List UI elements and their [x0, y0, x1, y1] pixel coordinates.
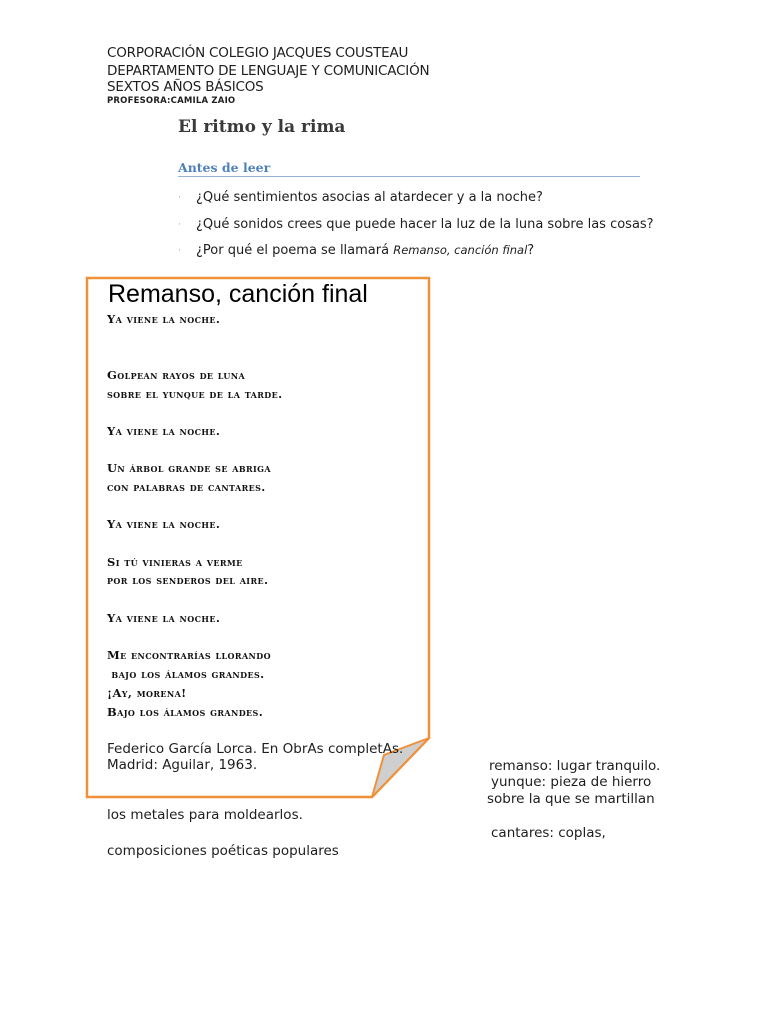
question-italic: Remanso, canción final	[393, 243, 528, 257]
glossary-line: los metales para moldearlos.	[107, 807, 303, 823]
glossary-line: remanso: lugar tranquilo.	[489, 758, 661, 774]
poem-line: Me encontrarías llorando	[107, 648, 271, 662]
question-text: ¿Por qué el poema se llamará	[196, 243, 390, 258]
bullet-icon: ·	[178, 245, 181, 256]
grade-label: SEXTOS AÑOS BÁSICOS	[107, 79, 264, 95]
poem-credit: Federico García Lorca. En ObrAs completAs.	[107, 741, 404, 757]
poem-line: Ya viene la noche.	[107, 517, 221, 531]
poem-line: por los senderos del aire.	[107, 573, 269, 587]
question-item	[178, 190, 543, 205]
question-text: ¿Qué sonidos crees que puede hacer la luz de la luna sobre las cosas?	[196, 217, 654, 232]
question-item	[178, 217, 654, 232]
poem-line: Ya viene la noche.	[107, 424, 221, 438]
section-subtitle: Antes de leer	[178, 160, 271, 175]
school-name: CORPORACIÓN COLEGIO JACQUES COUSTEAU	[107, 45, 409, 61]
glossary-line: sobre la que se martillan	[487, 791, 655, 807]
poem-line: Bajo los álamos grandes.	[107, 705, 264, 719]
poem-line: Un árbol grande se abriga	[107, 461, 272, 475]
poem-title: Remanso, canción final	[108, 280, 368, 308]
glossary-line: yunque: pieza de hierro	[491, 774, 652, 790]
teacher-label: PROFESORA:CAMILA ZAIO	[107, 96, 236, 106]
question-end: ?	[527, 243, 535, 258]
poem-line: Golpean rayos de luna	[107, 368, 246, 382]
bullet-icon: ·	[178, 219, 181, 230]
subtitle-rule	[178, 176, 640, 177]
question-text: ¿Qué sentimientos asocias al atardecer y a la noche?	[196, 190, 543, 205]
glossary-line: cantares: coplas,	[491, 825, 606, 841]
frame-outline	[87, 278, 429, 797]
page-title: El ritmo y la rima	[178, 117, 346, 137]
poem-line: sobre el yunque de la tarde.	[107, 387, 283, 401]
poem-credit: Madrid: Aguilar, 1963.	[107, 757, 258, 773]
poem-line: ¡Ay, morena!	[107, 686, 187, 700]
bullet-icon: ·	[178, 192, 181, 203]
department-name: DEPARTAMENTO DE LENGUAJE Y COMUNICACIÓN	[107, 63, 430, 79]
poem-line: bajo los álamos grandes.	[107, 667, 265, 681]
poem-line: con palabras de cantares.	[107, 480, 266, 494]
question-item	[178, 243, 534, 258]
glossary-line: composiciones poéticas populares	[107, 843, 339, 859]
poem-line: Ya viene la noche.	[107, 611, 221, 625]
poem-line: Si tú vinieras a verme	[107, 555, 243, 569]
poem-line: Ya viene la noche.	[107, 312, 221, 326]
